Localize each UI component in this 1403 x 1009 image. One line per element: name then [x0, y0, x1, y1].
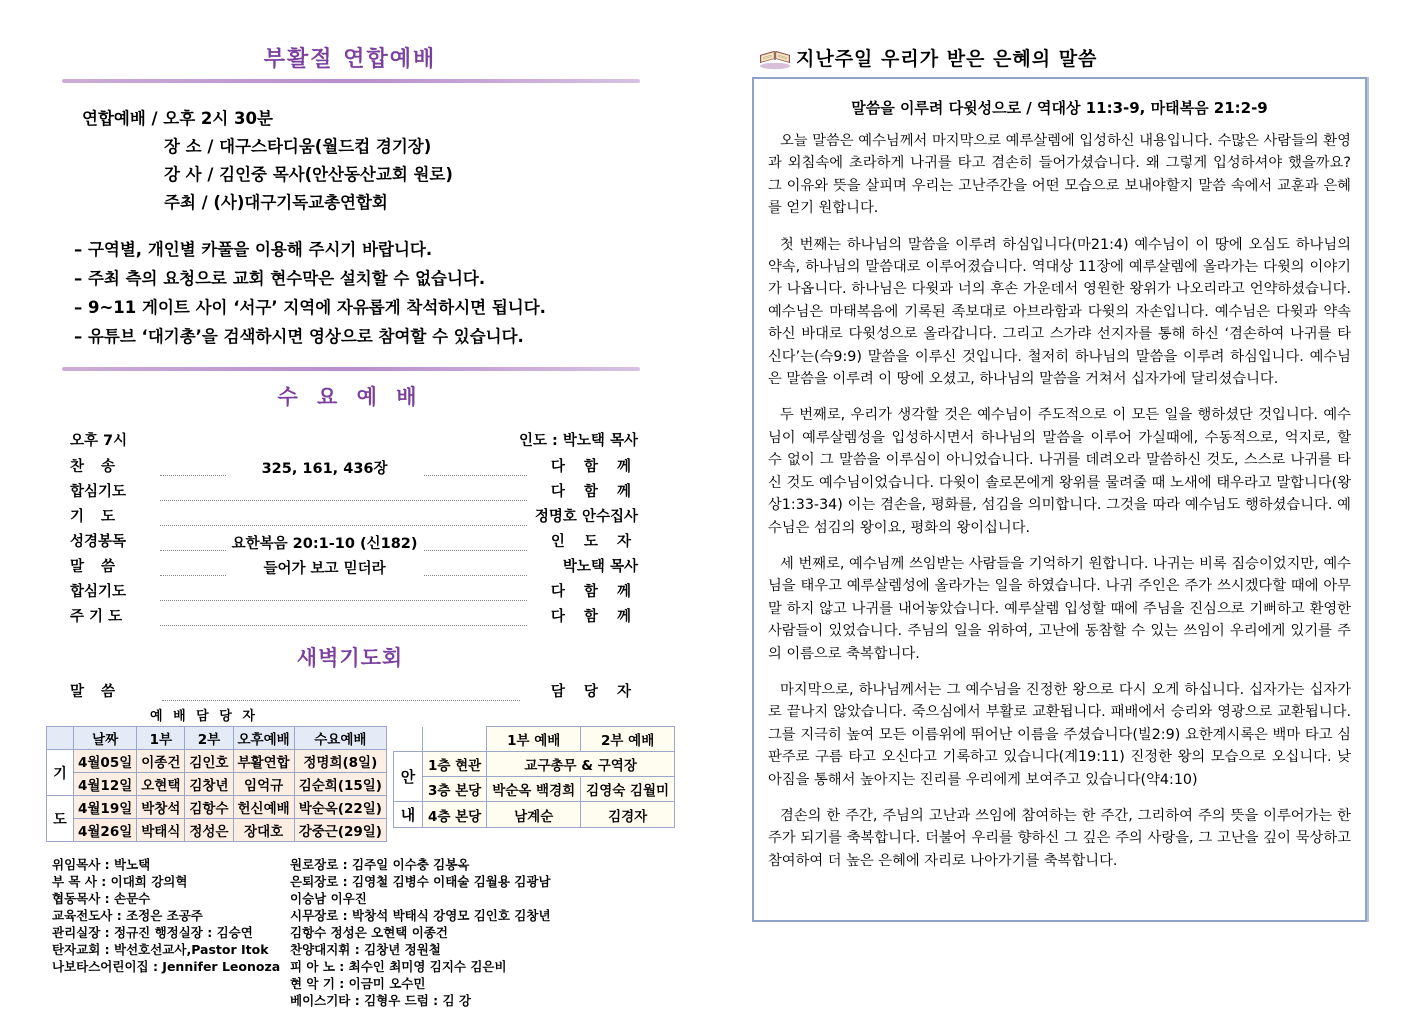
order-item-person: 박노택 목사 — [562, 559, 638, 575]
staff-line: 탄자교회 : 박선호선교사,Pastor Itok — [52, 942, 269, 957]
staff-line: 이승남 이우진 — [290, 891, 367, 906]
dawn-item-person: 담 당 자 — [550, 684, 638, 700]
easter-notice-2: – 9~11 게이트 사이 ‘서구’ 지역에 자유롭게 착석하시면 됩니다. — [74, 298, 546, 317]
schedule-corner-cell — [47, 727, 74, 750]
dawn-order-table — [70, 678, 638, 703]
sermon-title: 말씀을 이루려 다윗성으로 / 역대상 11:3-9, 마태복음 21:2-9 — [851, 99, 1268, 117]
staff-column-right — [290, 856, 620, 1009]
staff-line: 은퇴장로 : 김영철 김병수 이태술 김월용 김광남 — [290, 874, 551, 889]
staff-line: 찬양대지휘 : 김창년 정원철 — [290, 942, 441, 957]
guide-corner-blank — [393, 727, 422, 752]
staff-line: 김항수 정성은 오현택 이종건 — [290, 925, 448, 940]
easter-notice-list — [0, 235, 700, 351]
left-column — [0, 0, 700, 1008]
schedule-cell: 오현택 — [137, 773, 185, 796]
wednesday-order-table — [70, 453, 638, 628]
staff-line: 피 아 노 : 최수인 최미영 김지수 김은비 — [290, 959, 507, 974]
schedule-header-afternoon: 오후예배 — [233, 727, 294, 750]
schedule-cell: 임억규 — [233, 773, 294, 796]
order-item-person: 인 도 자 — [550, 534, 638, 550]
guide-assignment-span: 교구총무 & 구역장 — [487, 752, 675, 777]
schedule-cell: 김인호 — [185, 750, 233, 773]
table-row — [70, 553, 638, 578]
leader-dots — [160, 462, 226, 476]
staff-line: 현 악 기 : 이금미 오수민 — [290, 976, 426, 991]
dawn-item-label: 말 씀 — [70, 684, 122, 700]
guide-assignment-second: 김경자 — [581, 802, 675, 828]
table-row — [47, 796, 387, 819]
order-item-label: 기 도 — [70, 509, 122, 525]
schedule-cell: 박순옥(22일) — [294, 796, 386, 819]
sermon-content-box — [752, 77, 1367, 922]
leader-dots — [160, 562, 226, 576]
sermon-paragraph: 첫 번째는 하나님의 말씀을 이루려 하심입니다(마21:4) 예수님이 이 땅에 오심도 하나님의 약속, 하나님의 말씀대로 이루어졌습니다. 역대상 11장에 예루살렘에 올라가는 다윗의 이야기가 나옵니다. 하나님은 다윗과 너의 후손 가운데서 영원한 왕위가 나오리라고 언약하셨습니다. 예수님은 마태복음에 기록된 족보대로 아브라함과 다윗의 자손입니다. 예수님은 다윗과 약속하신 바대로 다윗성으로 올라갑니다. 그리고 스가랴 선지자를 통해 하신 ‘겸손하여 나귀를 타신다’는(슥9:9) 말씀을 이루신 것입니다. 철저히 하나님의 말씀을 이루려 하심입니다. 예수님은 말씀을 이루려 이 땅에 오셨고, 하나님의 말씀을 거쳐서 십자가에 달리셨습니다. — [768, 236, 1351, 388]
right-column — [700, 0, 1403, 992]
order-item-detail: 들어가 보고 믿더라 — [263, 561, 386, 577]
leader-dots — [162, 687, 520, 701]
schedule-cell: 4월26일 — [74, 819, 137, 842]
order-item-label: 성경봉독 — [70, 534, 127, 550]
staff-line: 위임목사 : 박노택 — [52, 857, 151, 872]
order-item-person: 정명호 안수집사 — [534, 509, 638, 525]
schedule-cell: 박태식 — [137, 819, 185, 842]
order-item-label: 찬 송 — [70, 459, 122, 475]
guide-assignment-second: 김영숙 김월미 — [581, 777, 675, 802]
schedule-cell: 4월19일 — [74, 796, 137, 819]
easter-notice-3: – 유튜브 ‘대기총’을 검색하시면 영상으로 참여할 수 있습니다. — [74, 327, 524, 346]
table-row — [70, 503, 638, 528]
schedule-cell: 강중근(29일) — [294, 819, 386, 842]
table-row — [47, 773, 387, 796]
divider-rule-middle — [62, 367, 640, 371]
leader-dots — [424, 562, 527, 576]
order-item-detail: 요한복음 20:1-10 (신182) — [231, 536, 418, 552]
table-header-row — [393, 727, 674, 752]
service-schedule-table — [46, 726, 387, 842]
guide-header-first: 1부 예배 — [487, 727, 581, 752]
schedule-header-date: 날짜 — [74, 727, 137, 750]
staff-line: 협동목사 : 손문수 — [52, 891, 151, 906]
leader-dots — [424, 537, 527, 551]
schedule-cell: 4월05일 — [74, 750, 137, 773]
sermon-paragraph: 마지막으로, 하나님께서는 그 예수님을 진정한 왕으로 다시 오게 하십니다. 십자가는 십자가로 끝나지 않았습니다. 죽으심에서 부활로 교환됩니다. 패배에서 승리와 영광으로 교환됩니다. 그를 지극히 높여 모든 이름위에 뛰어난 이름을 주셨습니다(빌2:9) 요한계시록은 백마 타고 심판주로 구름 타고 오신다고 기록하고 있습니다(계19:11) 진정한 왕의 모습으로 오십니다. 낮아짐을 통해서 높아지는 진리를 우리에게 보여주고 있습니다(약4:10) — [768, 681, 1351, 788]
guide-header-second: 2부 예배 — [581, 727, 675, 752]
guide-place: 3층 본당 — [422, 777, 486, 802]
schedule-header-wednesday: 수요예배 — [294, 727, 386, 750]
guide-assignment-first: 박순옥 백경희 — [487, 777, 581, 802]
sermon-paragraph: 두 번째로, 우리가 생각할 것은 예수님이 주도적으로 이 모든 일을 행하셨단 것입니다. 예수님이 예루살렘성을 입성하시면서 하나님의 말씀을 이루어 가실때에, 수동적으로, 억지로, 할 수 없이 그 말씀을 이루심이 아니었습니다. 나귀를 데려오라 말씀하신 것도, 스스로 나귀를 타신 것도 예수님이었습니다. 다윗이 솔로몬에게 왕위를 물려줄 때 노새에 태우라고 말합니다(왕상1:33-34) 이는 겸손을, 평화를, 섬김을 의미합니다. 그것을 따라 예수님도 행하셨습니다. 예수님은 섬김의 왕이요, 평화의 왕이십니다. — [768, 407, 1351, 536]
schedule-cell: 김순희(15일) — [294, 773, 386, 796]
open-book-icon — [758, 46, 792, 70]
schedule-side-label-2: 도 — [47, 796, 74, 842]
schedule-cell: 헌신예배 — [233, 796, 294, 819]
order-item-label: 합심기도 — [70, 584, 127, 600]
guide-place: 4층 본당 — [422, 802, 486, 828]
leader-dots — [160, 537, 226, 551]
schedule-cell: 김창년 — [185, 773, 233, 796]
guide-place: 1층 현관 — [422, 752, 486, 777]
dawn-prayer-block — [0, 678, 700, 724]
sermon-paragraph: 세 번째로, 예수님께 쓰임받는 사람들을 기억하기 원합니다. 나귀는 비록 짐승이었지만, 예수님을 태우고 예루살렘성에 올라가는 일을 하였습니다. 나귀 주인은 주가 쓰시겠다할 때에 아무 말 하지 않고 나귀를 내어놓았습니다. 예루살렘 입성할 때에 주님을 진심으로 기뻐하고 환영한 사람들이 있었습니다. 주님의 일을 위하여, 고난에 동참할 수 있는 쓰임이 우리에게 있기를 주의 이름으로 축복합니다. — [768, 555, 1351, 662]
assignment-tables — [46, 726, 700, 842]
easter-notice-1: – 주최 측의 요청으로 교회 현수막은 설치할 수 없습니다. — [74, 269, 486, 288]
wednesday-service-time: 오후 7시 — [70, 433, 128, 449]
table-row — [70, 453, 638, 478]
staff-line: 부 목 사 : 이대희 강의혁 — [52, 874, 188, 889]
leader-dots — [424, 462, 527, 476]
easter-service-details — [0, 105, 700, 217]
staff-line: 베이스기타 : 김형우 드럼 : 김 강 — [290, 993, 472, 1008]
staff-line: 시무장로 : 박창석 박태식 강영모 김인호 김창년 — [290, 908, 551, 923]
leader-dots — [160, 612, 527, 626]
table-row — [70, 528, 638, 553]
schedule-cell: 정성은 — [185, 819, 233, 842]
table-row — [70, 578, 638, 603]
order-item-label: 주 기 도 — [70, 609, 123, 625]
schedule-side-label-1: 기 — [47, 750, 74, 796]
sermon-section-title: 지난주일 우리가 받은 은혜의 말씀 — [796, 48, 1098, 70]
table-row — [393, 752, 674, 777]
guide-assignment-first: 남계순 — [487, 802, 581, 828]
easter-line-3: 주최 / (사)대구기독교총연합회 — [164, 193, 388, 212]
leader-dots — [160, 587, 527, 601]
table-row — [70, 678, 638, 703]
wednesday-service-block — [0, 429, 700, 628]
table-row — [70, 478, 638, 503]
staff-column-left — [52, 856, 290, 1009]
staff-line: 관리실장 : 정규진 행정실장 : 김승연 — [52, 925, 253, 940]
schedule-cell: 장대호 — [233, 819, 294, 842]
wednesday-service-header — [70, 429, 638, 450]
easter-line-1: 장 소 / 대구스타디움(월드컵 경기장) — [164, 137, 432, 156]
staff-line: 원로장로 : 김주일 이수충 김봉옥 — [290, 857, 470, 872]
easter-line-0: 연합예배 / 오후 2시 30분 — [82, 109, 273, 128]
table-row — [393, 802, 674, 828]
staff-line: 교육전도사 : 조정은 조공주 — [52, 908, 203, 923]
table-header-row — [47, 727, 387, 750]
dawn-prayer-title: 새벽기도회 — [296, 646, 404, 670]
schedule-cell: 정명희(8일) — [294, 750, 386, 773]
guide-side-label-1: 안 — [393, 752, 422, 802]
table-row — [47, 750, 387, 773]
staff-line: 나보타스어린이집 : Jennifer Leonoza — [52, 959, 281, 974]
easter-line-2: 강 사 / 김인중 목사(안산동산교회 원로) — [164, 165, 453, 184]
order-item-person: 다 함 께 — [550, 459, 638, 475]
wednesday-service-title: 수 요 예 배 — [277, 385, 423, 409]
order-item-label: 합심기도 — [70, 484, 127, 500]
order-item-detail: 325, 161, 436장 — [261, 461, 388, 477]
leader-dots — [160, 487, 527, 501]
usher-guide-table — [393, 726, 675, 828]
sermon-paragraph: 오늘 말씀은 예수님께서 마지막으로 예루살렘에 입성하신 내용입니다. 수많은 사람들의 환영과 외침속에 초라하게 나귀를 타고 겸손히 들어가셨습니다. 왜 그렇게 입성하셔야 했을까요? 그 이유와 뜻을 살피며 우리는 고난주간을 어떤 모습으로 보내야할지 말씀 속에서 교훈과 은혜를 얻기 원합니다. — [768, 133, 1351, 217]
wednesday-service-leader: 인도 : 박노택 목사 — [519, 433, 638, 449]
sermon-paragraph: 겸손의 한 주간, 주님의 고난과 쓰임에 참여하는 한 주간, 그리하여 주의 뜻을 이루어가는 한 주가 되기를 축복합니다. 더불어 우리를 향하신 그 깊은 주의 사랑을, 그 고난을 깊이 묵상하고 참여하여 더 높은 은혜에 자리로 나아가기를 축복합니다. — [768, 807, 1351, 869]
order-item-person: 다 함 께 — [550, 609, 638, 625]
order-item-label: 말 씀 — [70, 559, 122, 575]
easter-notice-0: – 구역별, 개인별 카풀을 이용해 주시기 바랍니다. — [74, 240, 433, 259]
table-row — [393, 777, 674, 802]
schedule-cell: 김항수 — [185, 796, 233, 819]
table-row — [70, 603, 638, 628]
order-item-person: 다 함 께 — [550, 584, 638, 600]
table-row — [47, 819, 387, 842]
schedule-header-first: 1부 — [137, 727, 185, 750]
easter-service-title: 부활절 연합예배 — [263, 47, 437, 72]
schedule-cell: 박창석 — [137, 796, 185, 819]
staff-directory — [52, 856, 700, 1009]
schedule-cell: 4월12일 — [74, 773, 137, 796]
worship-assignment-caption: 예 배 담 당 자 — [150, 709, 258, 724]
schedule-cell: 부활연합 — [233, 750, 294, 773]
schedule-header-second: 2부 — [185, 727, 233, 750]
guide-side-label-2: 내 — [393, 802, 422, 828]
divider-rule-top — [62, 79, 640, 83]
order-item-person: 다 함 께 — [550, 484, 638, 500]
guide-corner-cell — [422, 727, 486, 752]
sermon-section-header — [700, 0, 1403, 77]
schedule-cell: 이종건 — [137, 750, 185, 773]
leader-dots — [160, 512, 527, 526]
